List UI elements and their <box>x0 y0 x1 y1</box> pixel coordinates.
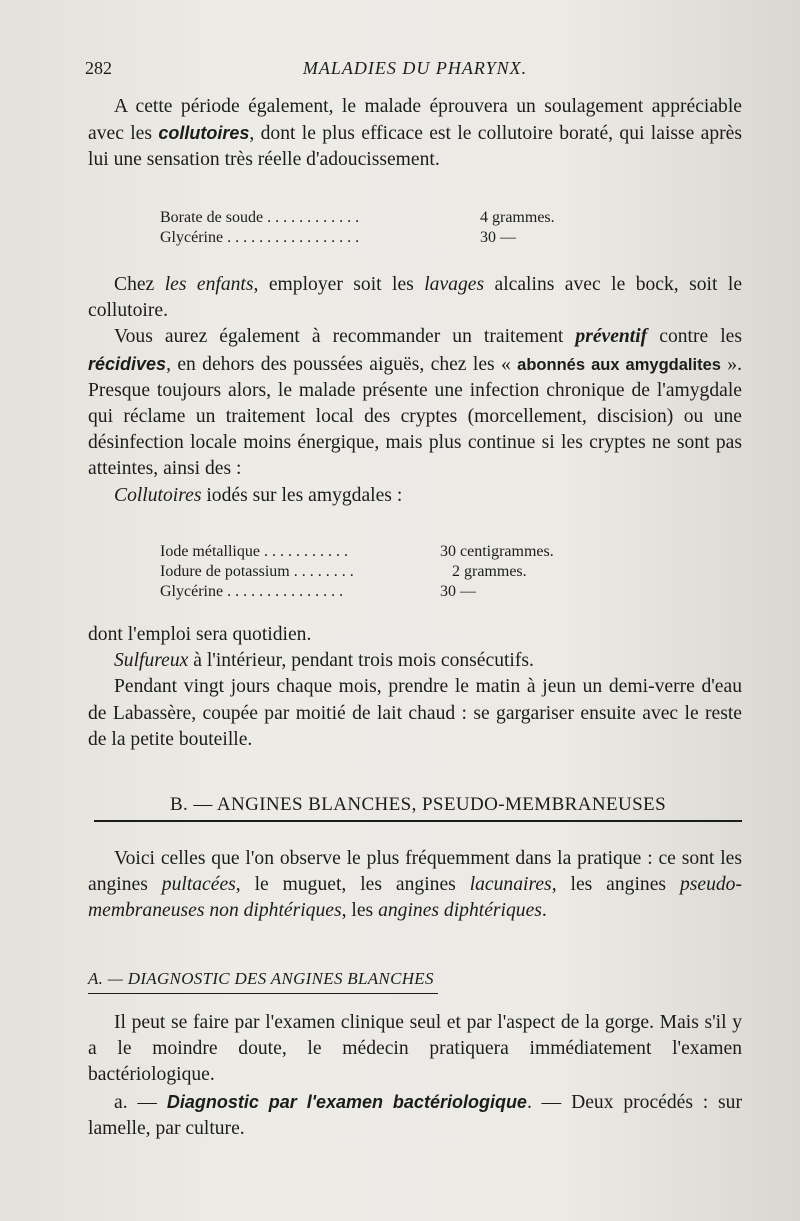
emphasis-lacunaires: lacunaires <box>469 874 552 896</box>
text-span: , le muguet, les angines <box>235 874 470 896</box>
emphasis-enfants: les enfants <box>164 274 254 295</box>
text-block-lower <box>88 622 742 753</box>
emphasis-collutoires-iodes: Collutoires <box>114 484 202 506</box>
section-heading-a: A. — DIAGNOSTIC DES ANGINES BLANCHES <box>88 966 438 994</box>
section-b-wrapper <box>88 792 742 822</box>
paragraph-diagnostic: Il peut se faire par l'examen clinique seul et par l'aspect de la gorge. Mais s'il y a le moindre doute, le médecin pratiquera immédiatement l'examen bactériologique. <box>88 1012 742 1086</box>
paragraph-collutoires-iodes <box>88 483 742 509</box>
ingredient-name: Borate de soude <box>160 209 264 226</box>
paragraph-quotidien: dont l'emploi sera quotidien. <box>88 624 312 645</box>
page-header <box>85 58 745 84</box>
paragraph-collutoires <box>88 94 742 174</box>
text-span: Voici celles que l'on observe le plus fréquemment dans la pratique : ce sont les angines <box>88 848 742 896</box>
leader-dots: . . . . . . . . <box>293 563 354 580</box>
text-span: à l'intérieur, pendant trois mois consécutifs. <box>188 650 534 672</box>
text-span: , en dehors des poussées aiguës, chez les « <box>166 353 518 375</box>
emphasis-recidives: récidives <box>88 353 167 374</box>
paragraph-sulfureux <box>88 648 742 674</box>
text-span: , les angines <box>551 874 680 896</box>
text-span: contre les <box>647 326 742 348</box>
ingredient-quantity: 30 centigrammes. <box>440 543 554 560</box>
text-block-middle <box>88 272 742 509</box>
paragraph-preventif <box>88 324 742 482</box>
emphasis-collutoires: collutoires <box>158 123 250 144</box>
recipe-list <box>160 542 742 602</box>
emphasis-pseudo-membraneuses: pseudo-membraneuses non diphtériques <box>88 874 742 922</box>
emphasis-pultacees: pultacées <box>161 874 236 896</box>
emphasis-abonnes: abonnés aux amygdalites <box>517 355 721 374</box>
text-block-angines <box>88 846 742 925</box>
ingredient-quantity: 2 grammes. <box>452 563 527 580</box>
text-span: , employer soit les <box>253 274 425 295</box>
paragraph-labassere: Pendant vingt jours chaque mois, prendre le matin à jeun un demi-verre d'eau de Labassère, coupée par moitié de lait chaud : se gargariser ensuite avec le reste de la petite bouteille. <box>88 676 742 750</box>
leader-dots: . . . . . . . . . . . . . . . <box>227 583 344 600</box>
recipe-row <box>160 208 742 228</box>
ingredient-name: Iode métallique <box>160 543 260 560</box>
ingredient-name: Glycérine <box>160 229 224 246</box>
recipe-borate <box>88 208 742 248</box>
paragraph-bacteriologique <box>88 1089 742 1142</box>
text-span: . <box>541 900 547 922</box>
paragraph-angines <box>88 846 742 925</box>
leader-dots: . . . . . . . . . . . <box>263 543 348 560</box>
text-span: Vous aurez également à recommander un traitement <box>114 326 576 348</box>
text-block-top <box>88 94 742 174</box>
text-span: Chez <box>114 274 165 295</box>
text-span: a. — <box>114 1091 167 1113</box>
emphasis-diphteriques: angines diphtériques <box>378 900 542 922</box>
text-span: ». Presque toujours alors, le malade présente une infection chronique de l'amygdale qui réclame un traitement local des cryptes (morcellement, discision) ou une désinfection locale moins énergique, mais plus continue si les cryptes ne sont pas atteintes, ainsi des : <box>88 353 742 480</box>
ingredient-name: Glycérine <box>160 583 224 600</box>
paragraph-enfants <box>88 272 742 324</box>
ingredient-quantity: 30 — <box>440 583 476 600</box>
recipe-row <box>160 562 742 582</box>
text-span: , dont le plus efficace est le collutoire boraté, qui laisse après lui une sensation très réelle d'adoucissement. <box>88 123 743 171</box>
section-a-wrapper <box>88 966 742 994</box>
text-span: alcalins avec le bock, soit le collutoire. <box>88 274 743 322</box>
emphasis-diagnostic-bacteriologique: Diagnostic par l'examen bactériologique <box>166 1091 527 1112</box>
recipe-iode <box>88 542 742 602</box>
leader-dots: . . . . . . . . . . . . . . . . . <box>227 229 360 246</box>
recipe-row <box>160 582 742 602</box>
text-span: iodés sur les amygdales : <box>201 484 403 506</box>
text-block-diagnostic <box>88 1010 742 1142</box>
text-span: . — Deux procédés : sur lamelle, par culture. <box>88 1091 742 1139</box>
leader-dots: . . . . . . . . . . . . <box>267 209 360 226</box>
emphasis-lavages: lavages <box>424 274 485 295</box>
ingredient-quantity: 30 — <box>480 229 516 246</box>
ingredient-quantity: 4 grammes. <box>480 209 555 226</box>
text-span: A cette période également, le malade éprouvera un soulagement appréciable avec les <box>88 96 742 145</box>
recipe-row <box>160 542 742 562</box>
text-span: , les <box>341 900 379 922</box>
ingredient-name: Iodure de potassium <box>160 563 290 580</box>
section-heading-b: B. — ANGINES BLANCHES, PSEUDO-MEMBRANEUSES <box>94 792 742 822</box>
recipe-row <box>160 228 742 248</box>
recipe-list <box>160 208 742 248</box>
page-number: 282 <box>85 58 112 78</box>
running-title: MALADIES DU PHARYNX. <box>302 58 528 78</box>
emphasis-sulfureux: Sulfureux <box>114 650 189 672</box>
emphasis-preventif: préventif <box>575 326 648 348</box>
